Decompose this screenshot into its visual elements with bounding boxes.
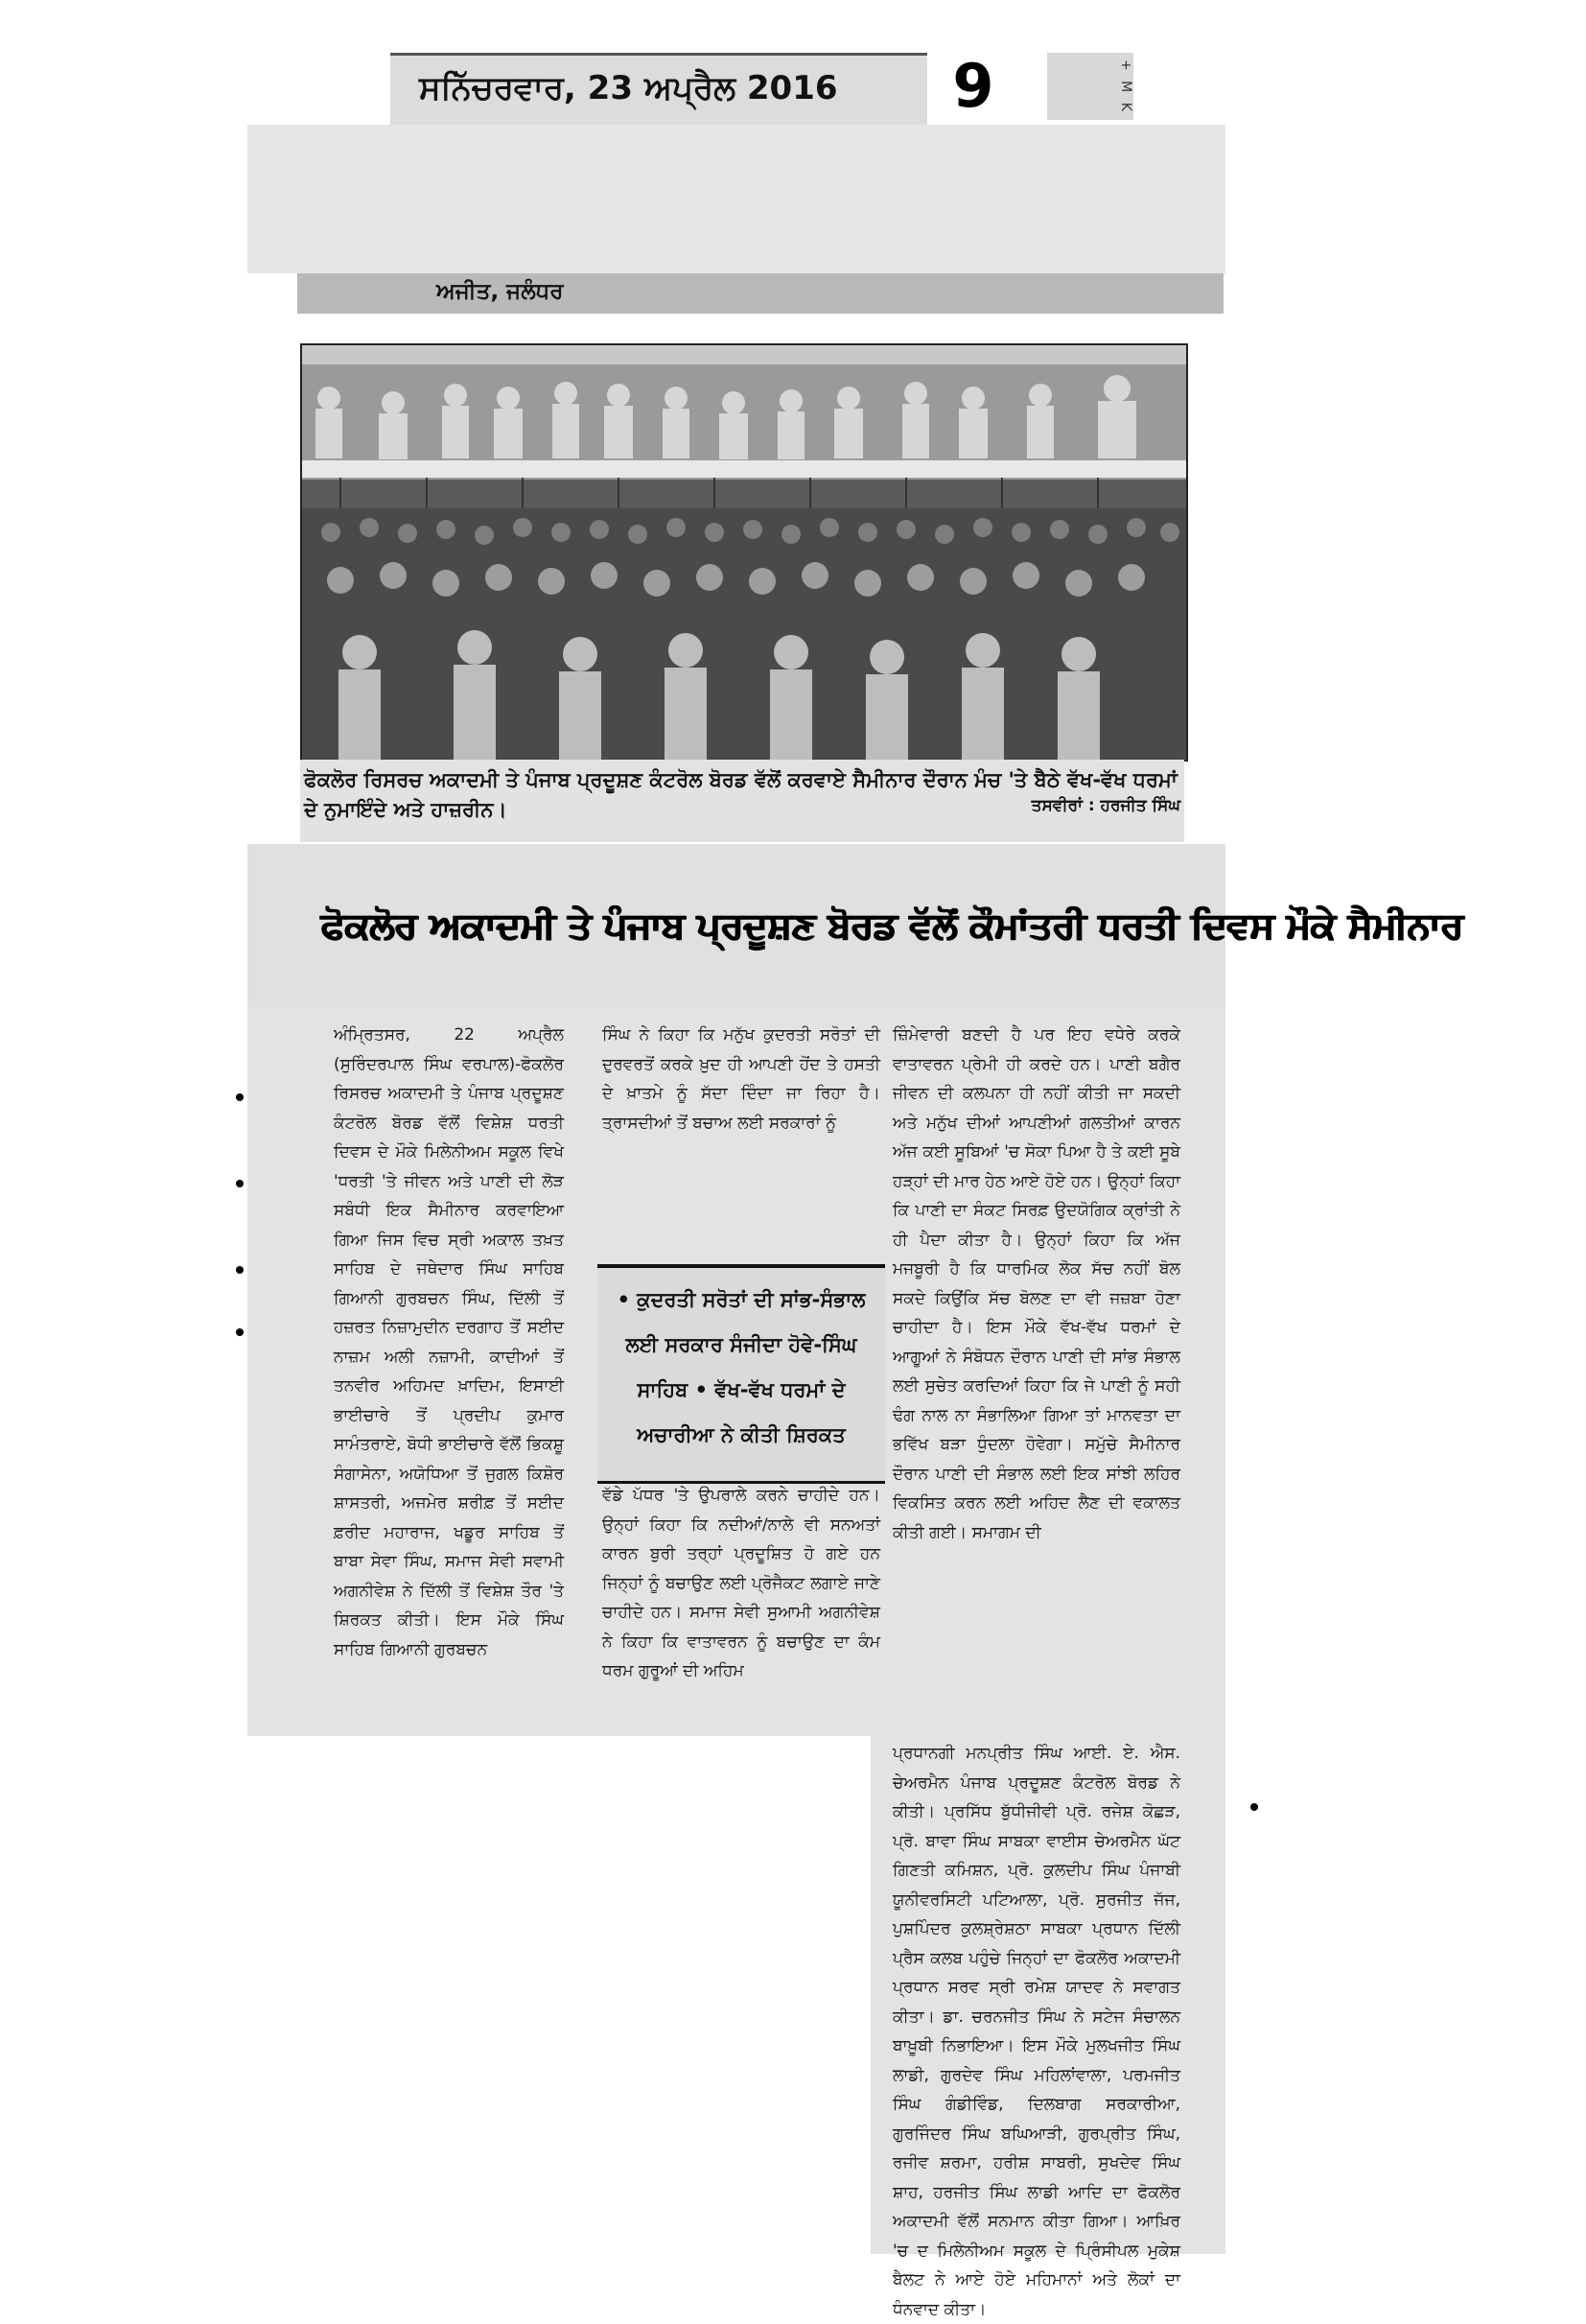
event-photo: [300, 343, 1188, 762]
dateline: ਅਜੀਤ, ਜਲੰਧਰ: [436, 279, 564, 304]
column-3-bottom: ਪ੍ਰਧਾਨਗੀ ਮਨਪ੍ਰੀਤ ਸਿੰਘ ਆਈ. ਏ. ਐਸ. ਚੇਅਰਮੈਨ ਪੰਜਾਬ ਪ੍ਰਦੂਸ਼ਣ ਕੰਟਰੋਲ ਬੋਰਡ ਨੇ ਕੀਤੀ। ਪ੍ਰਸਿੱਧ ਬੁੱਧੀਜੀਵੀ ਪ੍ਰੋ. ਰਜੇਸ਼ ਕੋਛੜ, ਪ੍ਰੋ. ਬਾਵਾ ਸਿੰਘ ਸਾਬਕਾ ਵਾਈਸ ਚੇਅਰਮੈਨ ਘੱਟ ਗਿਣਤੀ ਕਮਿਸ਼ਨ, ਪ੍ਰੋ. ਕੁਲਦੀਪ ਸਿੰਘ ਪੰਜਾਬੀ ਯੂਨੀਵਰਸਿਟੀ ਪਟਿਆਲਾ, ਪ੍ਰੋ. ਸੁਰਜੀਤ ਜੱਜ, ਪੁਸ਼ਪਿੰਦਰ ਕੁਲਸ਼੍ਰੇਸ਼ਠਾ ਸਾਬਕਾ ਪ੍ਰਧਾਨ ਦਿੱਲੀ ਪ੍ਰੈਸ ਕਲਬ ਪਹੁੰਚੇ ਜਿਨ੍ਹਾਂ ਦਾ ਫੋਕਲੋਰ ਅਕਾਦਮੀ ਪ੍ਰਧਾਨ ਸਰਵ ਸ੍ਰੀ ਰਮੇਸ਼ ਯਾਦਵ ਨੇ ਸਵਾਗਤ ਕੀਤਾ। ਡਾ. ਚਰਨਜੀਤ ਸਿੰਘ ਨੇ ਸਟੇਜ ਸੰਚਾਲਨ ਬਾਖ਼ੂਬੀ ਨਿਭਾਇਆ। ਇਸ ਮੌਕੇ ਮੁਲਖਜੀਤ ਸਿੰਘ ਲਾਡੀ, ਗੁਰਦੇਵ ਸਿੰਘ ਮਹਿਲਾਂਵਾਲਾ, ਪਰਮਜੀਤ ਸਿੰਘ ਗੰਡੀਵਿੰਡ, ਦਿਲਬਾਗ ਸਰਕਾਰੀਆ, ਗੁਰਜਿੰਦਰ ਸਿੰਘ ਬਘਿਆੜੀ, ਗੁਰਪ੍ਰੀਤ ਸਿੰਘ, ਰਜੀਵ ਸ਼ਰਮਾ, ਹਰੀਸ਼ ਸਾਬਰੀ, ਸੁਖਦੇਵ ਸਿੰਘ ਸ਼ਾਹ, ਹਰਜੀਤ ਸਿੰਘ ਲਾਡੀ ਆਦਿ ਦਾ ਫੋਕਲੋਰ ਅਕਾਦਮੀ ਵੱਲੋਂ ਸਨਮਾਨ ਕੀਤਾ ਗਿਆ। ਆਖ਼ਿਰ 'ਚ ਦ ਮਿਲੇਨੀਅਮ ਸਕੂਲ ਦੇ ਪ੍ਰਿੰਸੀਪਲ ਮੁਕੇਸ਼ ਬੈਲਟ ਨੇ ਆਏ ਹੋਏ ਮਹਿਮਾਨਾਂ ਅਤੇ ਲੋਕਾਂ ਦਾ ਧੰਨਵਾਦ ਕੀਤਾ।: [893, 1744, 1180, 2319]
margin-dot: [236, 1093, 244, 1101]
margin-dot: [236, 1266, 244, 1274]
newspaper-clipping: [247, 125, 1464, 2319]
side-code: + M K: [1047, 53, 1133, 120]
photo-caption: ਫੋਕਲੋਰ ਰਿਸਰਚ ਅਕਾਦਮੀ ਤੇ ਪੰਜਾਬ ਪ੍ਰਦੂਸ਼ਣ ਕੰਟਰੋਲ ਬੋਰਡ ਵੱਲੋਂ ਕਰਵਾਏ ਸੈਮੀਨਾਰ ਦੌਰਾਨ ਮੰਚ 'ਤੇ ਬੈਠੇ ਵੱਖ-ਵੱਖ ਧਰਮਾਂ ਦੇ ਨੁਮਾਇੰਦੇ ਅਤੇ ਹਾਜ਼ਰੀਨ।: [304, 768, 1178, 821]
margin-dot: [236, 1180, 244, 1187]
margin-dot: [1250, 1803, 1258, 1811]
headline-area: [247, 844, 1464, 1007]
headline: ਫੋਕਲੋਰ ਅਕਾਦਮੀ ਤੇ ਪੰਜਾਬ ਪ੍ਰਦੂਸ਼ਣ ਬੋਰਡ ਵੱਲੋਂ ਕੌਮਾਂਤਰੀ ਧਰਤੀ ਦਿਵਸ ਮੌਕੇ ਸੈਮੀਨਾਰ: [321, 904, 1464, 947]
date-strip: [390, 53, 927, 129]
article-body: [247, 1007, 1225, 1736]
clipping-top-margin: [247, 125, 1225, 273]
caption-area: [300, 760, 1184, 842]
highlight-text: • ਕੁਦਰਤੀ ਸਰੋਤਾਂ ਦੀ ਸਾਂਭ-ਸੰਭਾਲ ਲਈ ਸਰਕਾਰ ਸੰਜੀਦਾ ਹੋਵੇ-ਸਿੰਘ ਸਾਹਿਬ • ਵੱਖ-ਵੱਖ ਧਰਮਾਂ ਦੇ ਅਚਾਰੀਆ ਨੇ ਕੀਤੀ ਸ਼ਿਰਕਤ: [617, 1288, 866, 1446]
photo-credit: ਤਸਵੀਰਾਂ : ਹਰਜੀਤ ਸਿੰਘ: [1031, 796, 1180, 815]
page-number: 9: [952, 51, 994, 121]
column-1: ਅੰਮ੍ਰਿਤਸਰ, 22 ਅਪ੍ਰੈਲ (ਸੁਰਿੰਦਰਪਾਲ ਸਿੰਘ ਵਰਪਾਲ)-ਫੋਕਲੋਰ ਰਿਸਰਚ ਅਕਾਦਮੀ ਤੇ ਪੰਜਾਬ ਪ੍ਰਦੂਸ਼ਣ ਕੰਟਰੋਲ ਬੋਰਡ ਵੱਲੋਂ ਵਿਸ਼ੇਸ਼ ਧਰਤੀ ਦਿਵਸ ਦੇ ਮੌਕੇ ਮਿਲੇਨੀਅਮ ਸਕੂਲ ਵਿਖੇ 'ਧਰਤੀ 'ਤੇ ਜੀਵਨ ਅਤੇ ਪਾਣੀ ਦੀ ਲੋੜ ਸਬੰਧੀ ਇਕ ਸੈਮੀਨਾਰ ਕਰਵਾਇਆ ਗਿਆ ਜਿਸ ਵਿਚ ਸ੍ਰੀ ਅਕਾਲ ਤਖ਼ਤ ਸਾਹਿਬ ਦੇ ਜਥੇਦਾਰ ਸਿੰਘ ਸਾਹਿਬ ਗਿਆਨੀ ਗੁਰਬਚਨ ਸਿੰਘ, ਦਿੱਲੀ ਤੋਂ ਹਜ਼ਰਤ ਨਿਜ਼ਾਮੁਦੀਨ ਦਰਗਾਹ ਤੋਂ ਸਈਦ ਨਾਜ਼ਮ ਅਲੀ ਨਜ਼ਾਮੀ, ਕਾਦੀਆਂ ਤੋਂ ਤਨਵੀਰ ਅਹਿਮਦ ਖ਼ਾਦਿਮ, ਇਸਾਈ ਭਾਈਚਾਰੇ ਤੋਂ ਪ੍ਰਦੀਪ ਕੁਮਾਰ ਸਾਮੰਤਰਾਏ, ਬੋਧੀ ਭਾਈਚਾਰੇ ਵੱਲੋਂ ਭਿਕਸ਼ੂ ਸੰਗਾਸੇਨਾ, ਅਯੋਧਿਆ ਤੋਂ ਜੁਗਲ ਕਿਸ਼ੋਰ ਸ਼ਾਸਤਰੀ, ਅਜਮੇਰ ਸ਼ਰੀਫ਼ ਤੋਂ ਸਈਦ ਫ਼ਰੀਦ ਮਹਾਰਾਜ, ਖਡੂਰ ਸਾਹਿਬ ਤੋਂ ਬਾਬਾ ਸੇਵਾ ਸਿੰਘ, ਸਮਾਜ ਸੇਵੀ ਸਵਾਮੀ ਅਗਨੀਵੇਸ਼ ਨੇ ਦਿੱਲੀ ਤੋਂ ਵਿਸ਼ੇਸ਼ ਤੌਰ 'ਤੇ ਸ਼ਿਰਕਤ ਕੀਤੀ। ਇਸ ਮੌਕੇ ਸਿੰਘ ਸਾਹਿਬ ਗਿਆਨੀ ਗੁਰਬਚਨ: [334, 1025, 564, 1659]
margin-dot: [236, 1328, 244, 1336]
issue-date: ਸਨਿੱਚਰਵਾਰ, 23 ਅਪ੍ਰੈਲ 2016: [419, 69, 838, 107]
seminar-photo-image: [302, 345, 1186, 760]
column-2-bottom: ਵੱਡੇ ਪੱਧਰ 'ਤੇ ਉਪਰਾਲੇ ਕਰਨੇ ਚਾਹੀਦੇ ਹਨ। ਉਨ੍ਹਾਂ ਕਿਹਾ ਕਿ ਨਦੀਆਂ/ਨਾਲੇ ਵੀ ਸਨਅਤਾਂ ਕਾਰਨ ਬੁਰੀ ਤਰ੍ਹਾਂ ਪ੍ਰਦੂਸ਼ਿਤ ਹੋ ਗਏ ਹਨ ਜਿਨ੍ਹਾਂ ਨੂੰ ਬਚਾਉਣ ਲਈ ਪ੍ਰੋਜੈਕਟ ਲਗਾਏ ਜਾਣੇ ਚਾਹੀਦੇ ਹਨ। ਸਮਾਜ ਸੇਵੀ ਸੁਆਮੀ ਅਗਨੀਵੇਸ਼ ਨੇ ਕਿਹਾ ਕਿ ਵਾਤਾਵਰਨ ਨੂੰ ਬਚਾਉਣ ਦਾ ਕੰਮ ਧਰਮ ਗੁਰੂਆਂ ਦੀ ਅਹਿਮ: [602, 1486, 880, 1680]
column-3-top: ਜ਼ਿੰਮੇਵਾਰੀ ਬਣਦੀ ਹੈ ਪਰ ਇਹ ਵਧੇਰੇ ਕਰਕੇ ਵਾਤਾਵਰਨ ਪ੍ਰੇਮੀ ਹੀ ਕਰਦੇ ਹਨ। ਪਾਣੀ ਬਗੈਰ ਜੀਵਨ ਦੀ ਕਲਪਨਾ ਹੀ ਨਹੀਂ ਕੀਤੀ ਜਾ ਸਕਦੀ ਅਤੇ ਮਨੁੱਖ ਦੀਆਂ ਆਪਣੀਆਂ ਗਲਤੀਆਂ ਕਾਰਨ ਅੱਜ ਕਈ ਸੂਬਿਆਂ 'ਚ ਸੋਕਾ ਪਿਆ ਹੈ ਤੇ ਕਈ ਸੂਬੇ ਹੜ੍ਹਾਂ ਦੀ ਮਾਰ ਹੇਠ ਆਏ ਹੋਏ ਹਨ। ਉਨ੍ਹਾਂ ਕਿਹਾ ਕਿ ਪਾਣੀ ਦਾ ਸੰਕਟ ਸਿਰਫ਼ ਉਦਯੋਗਿਕ ਕ੍ਰਾਂਤੀ ਨੇ ਹੀ ਪੈਦਾ ਕੀਤਾ ਹੈ। ਉਨ੍ਹਾਂ ਕਿਹਾ ਕਿ ਅੱਜ ਮਜਬੂਰੀ ਹੈ ਕਿ ਧਾਰਮਿਕ ਲੋਕ ਸੱਚ ਨਹੀਂ ਬੋਲ ਸਕਦੇ ਕਿਉਂਕਿ ਸੱਚ ਬੋਲਣ ਦਾ ਵੀ ਜਜ਼ਬਾ ਹੋਣਾ ਚਾਹੀਦਾ ਹੈ। ਇਸ ਮੌਕੇ ਵੱਖ-ਵੱਖ ਧਰਮਾਂ ਦੇ ਆਗੂਆਂ ਨੇ ਸੰਬੋਧਨ ਦੌਰਾਨ ਪਾਣੀ ਦੀ ਸਾਂਭ ਸੰਭਾਲ ਲਈ ਸੁਚੇਤ ਕਰਦਿਆਂ ਕਿਹਾ ਕਿ ਜੇ ਪਾਣੀ ਨੂੰ ਸਹੀ ਢੰਗ ਨਾਲ ਨਾ ਸੰਭਾਲਿਆ ਗਿਆ ਤਾਂ ਮਾਨਵਤਾ ਦਾ ਭਵਿੱਖ ਬੜਾ ਧੁੰਦਲਾ ਹੋਵੇਗਾ। ਸਮੁੱਚੇ ਸੈਮੀਨਾਰ ਦੌਰਾਨ ਪਾਣੀ ਦੀ ਸੰਭਾਲ ਲਈ ਇਕ ਸਾਂਝੀ ਲਹਿਰ ਵਿਕਸਿਤ ਕਰਨ ਲਈ ਅਹਿਦ ਲੈਣ ਦੀ ਵਕਾਲਤ ਕੀਤੀ ਗਈ। ਸਮਾਗਮ ਦੀ: [893, 1025, 1180, 1542]
dateline-bar: [297, 273, 1224, 314]
column-2-top: ਸਿੰਘ ਨੇ ਕਿਹਾ ਕਿ ਮਨੁੱਖ ਕੁਦਰਤੀ ਸਰੋਤਾਂ ਦੀ ਦੁਰਵਰਤੋਂ ਕਰਕੇ ਖ਼ੁਦ ਹੀ ਆਪਣੀ ਹੋਂਦ ਤੇ ਹਸਤੀ ਦੇ ਖ਼ਾਤਮੇ ਨੂੰ ਸੱਦਾ ਦਿੰਦਾ ਜਾ ਰਿਹਾ ਹੈ। ਤ੍ਰਾਸਦੀਆਂ ਤੋਂ ਬਚਾਅ ਲਈ ਸਰਕਾਰਾਂ ਨੂੰ: [602, 1025, 880, 1133]
highlight-box: [597, 1264, 885, 1484]
